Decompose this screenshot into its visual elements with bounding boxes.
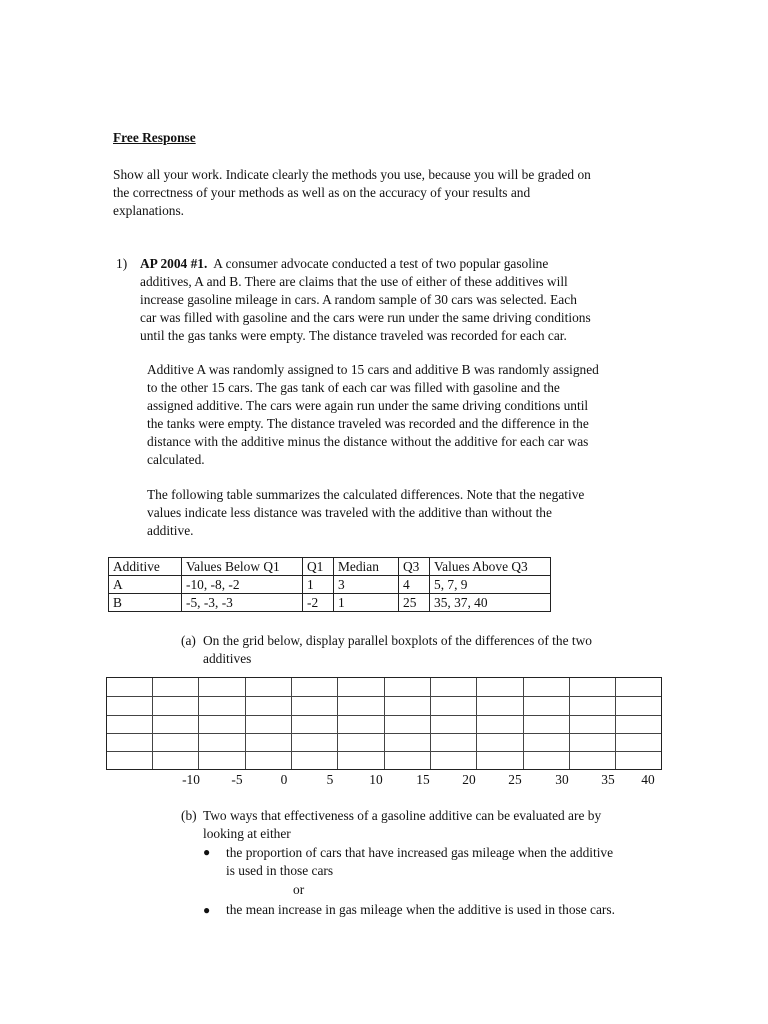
bullet-item (226, 901, 615, 919)
table-row (109, 576, 551, 594)
part-b-text (203, 807, 601, 843)
table-cell: 35, 37, 40 (430, 594, 551, 612)
grid-line (615, 678, 616, 769)
axis-tick-label: -10 (182, 772, 200, 787)
paragraph-line: distance with the additive minus the distance without the additive for each car was (147, 434, 589, 449)
grid-line (476, 678, 477, 769)
table-cell: -2 (303, 594, 334, 612)
part-a-label: (a) (181, 633, 196, 648)
axis-tick-label: 40 (641, 772, 655, 787)
bullet-line: the proportion of cars that have increased gas mileage when the additive (226, 845, 614, 860)
question-source: AP 2004 #1. (140, 256, 208, 271)
grid-line (107, 715, 661, 716)
grid-line (152, 678, 153, 769)
paragraph-line: Additive A was randomly assigned to 15 cars and additive B was randomly assigned (147, 362, 599, 377)
table-cell: 1 (334, 594, 399, 612)
table-header-cell: Q1 (303, 558, 334, 576)
intro-line: the correctness of your methods as well as on the accuracy of your results and (113, 185, 531, 200)
grid-line (107, 751, 661, 752)
axis-tick-label: 0 (280, 772, 288, 787)
question-number: 1) (116, 256, 128, 271)
intro-line: Show all your work. Indicate clearly the methods you use, because you will be graded on (113, 167, 591, 182)
grid-line (430, 678, 431, 769)
grid-line (245, 678, 246, 769)
table-header-cell: Values Above Q3 (430, 558, 551, 576)
table-row (109, 594, 551, 612)
or-text: or (293, 882, 305, 897)
part-b-line: Two ways that effectiveness of a gasoline additive can be evaluated are by (203, 808, 602, 823)
grid-line (291, 678, 292, 769)
question-text (140, 255, 591, 345)
part-a-line: On the grid below, display parallel boxplots of the differences of the two (203, 633, 592, 648)
grid-line (107, 733, 661, 734)
axis-tick-label: -5 (231, 772, 243, 787)
paragraph-line: assigned additive. The cars were again run under the same driving conditions until (147, 398, 589, 413)
table-cell: 25 (399, 594, 430, 612)
axis-tick-label: 10 (369, 772, 383, 787)
part-b-label: (b) (181, 808, 197, 823)
axis-tick-label: 20 (462, 772, 476, 787)
table-header-row (109, 558, 551, 576)
grid-line (107, 696, 661, 697)
table-cell: A (109, 576, 182, 594)
bullet-line: is used in those cars (226, 863, 334, 878)
intro-paragraph (113, 166, 591, 220)
assignment-paragraph (147, 361, 599, 469)
table-cell: -10, -8, -2 (182, 576, 303, 594)
bullet-line: the mean increase in gas mileage when the additive is used in those cars. (226, 902, 615, 917)
table-cell: 4 (399, 576, 430, 594)
boxplot-grid (106, 677, 662, 770)
table-cell: 1 (303, 576, 334, 594)
table-header-cell: Q3 (399, 558, 430, 576)
part-b-line: looking at either (203, 826, 291, 841)
table-header-cell: Median (334, 558, 399, 576)
axis-tick-label: 15 (416, 772, 430, 787)
paragraph-line: the tanks were empty. The distance traveled was recorded and the difference in the (147, 416, 589, 431)
paragraph-line: values indicate less distance was traveled with the additive than without the (147, 505, 552, 520)
question-first-line (140, 255, 591, 273)
bullet-icon: ● (203, 903, 211, 917)
summary-table (108, 557, 551, 612)
intro-line: explanations. (113, 203, 185, 218)
table-intro-paragraph (147, 486, 584, 540)
axis-tick-label: 35 (601, 772, 615, 787)
axis-tick-label: 25 (508, 772, 522, 787)
question-line-rest: A consumer advocate conducted a test of two popular gasoline (207, 256, 549, 271)
question-line: increase gasoline mileage in cars. A random sample of 30 cars was selected. Each (140, 292, 577, 307)
grid-line (337, 678, 338, 769)
part-a-line: additives (203, 651, 252, 666)
grid-line (569, 678, 570, 769)
table-cell: 3 (334, 576, 399, 594)
grid-line (198, 678, 199, 769)
question-line: additives, A and B. There are claims that the use of either of these additives will (140, 274, 568, 289)
grid-line (384, 678, 385, 769)
table-header-cell: Values Below Q1 (182, 558, 303, 576)
paragraph-line: The following table summarizes the calculated differences. Note that the negative (147, 487, 585, 502)
question-line: car was filled with gasoline and the cars were run under the same driving conditions (140, 310, 591, 325)
section-heading: Free Response (113, 130, 196, 145)
part-a-text (203, 632, 592, 668)
table-cell: -5, -3, -3 (182, 594, 303, 612)
paragraph-line: calculated. (147, 452, 205, 467)
grid-line (523, 678, 524, 769)
axis-tick-label: 30 (555, 772, 569, 787)
question-line: until the gas tanks were empty. The distance traveled was recorded for each car. (140, 328, 567, 343)
bullet-item (226, 844, 613, 880)
paragraph-line: additive. (147, 523, 194, 538)
table-cell: 5, 7, 9 (430, 576, 551, 594)
table-cell: B (109, 594, 182, 612)
table-header-cell: Additive (109, 558, 182, 576)
bullet-icon: ● (203, 845, 211, 859)
paragraph-line: to the other 15 cars. The gas tank of each car was filled with gasoline and the (147, 380, 560, 395)
axis-tick-label: 5 (326, 772, 334, 787)
